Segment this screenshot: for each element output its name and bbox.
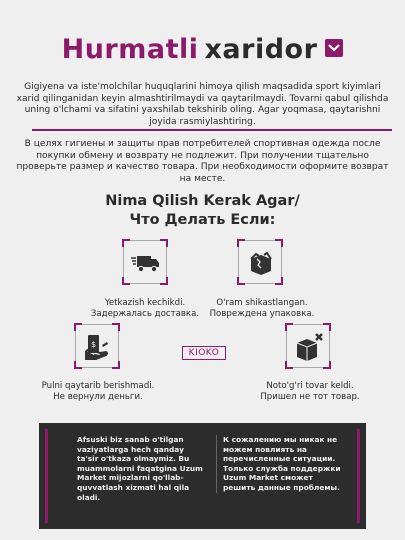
notice-uz: Gigiyena va iste'molchilar huquqlarini himoya qilish maqsadida sport kiyimlari xarid qilinganidan keyin almashtirilmaydi va qaytarilmaydi. Tovarni qabul qilishda uning o'lchami va sifatini yaxshilab tekshirib oling. Agar yoqmasa, qaytarishni joyida rasmiylashtiring.: [16, 82, 389, 127]
title-word-2: xaridor: [204, 34, 318, 65]
title-word-1: Hurmatli: [61, 34, 199, 65]
notice-ru: В целях гигиены и защиты прав потребителей спортивная одежда после покупки обмену и возврату не подлежит. При получении тщательно проверьте размер и качество товара. При необходимости оформите возврат на месте.: [16, 139, 389, 184]
case-label-uz: Noto'g'ri tovar keldi.: [266, 381, 354, 391]
case-label-uz: Yetkazish kechikdi.: [104, 298, 186, 308]
wrong-box-icon: [286, 324, 330, 368]
case-label-ru: Не вернули деньги.: [53, 392, 143, 402]
footer-notice-ru: [216, 435, 341, 493]
section-heading-uz: Nima Qilish Kerak Agar/: [105, 193, 300, 209]
case-label-uz: O'ram shikastlangan.: [216, 298, 308, 308]
accent-stripe-left: [45, 429, 48, 523]
page-title: [0, 34, 405, 65]
section-heading-ru: Что Делать Если:: [129, 212, 276, 228]
damaged-package-icon: [238, 240, 282, 284]
case-label: [182, 298, 342, 320]
section-heading: [0, 192, 405, 230]
brand-logo: KIOKO: [182, 346, 226, 360]
case-label-ru: Задержалась доставка.: [90, 309, 200, 319]
delivery-truck-icon: [123, 240, 167, 284]
accent-stripe-right: [357, 429, 360, 523]
case-label-ru: Пришел не тот товар.: [260, 392, 360, 402]
case-label-ru: Повреждена упаковка.: [209, 309, 315, 319]
case-label: [230, 381, 390, 403]
divider: [32, 129, 392, 131]
case-label-uz: Pulni qaytarib berishmadi.: [41, 381, 155, 391]
footer-notice-ru-text: К сожалению мы никак не можем повлиять на перечисленные ситуации. Только служба поддержки Uzum Market сможет решить данные проблемы.: [223, 435, 341, 492]
chevron-down-icon: [325, 39, 343, 57]
case-label: [18, 381, 178, 403]
footer-notice-uz: Afsuski biz sanab o'tilgan vaziyatlarga hech qanday ta'sir o'tkaza olmaymiz. Bu muammolarni faqatgina Uzum Market mijozlarni qo'llab-quvvatlash xizmati hal qila oladi.: [77, 435, 203, 502]
footer-notice: [39, 423, 366, 529]
svg-text:$: $: [90, 340, 97, 349]
money-hand-icon: [75, 324, 119, 368]
